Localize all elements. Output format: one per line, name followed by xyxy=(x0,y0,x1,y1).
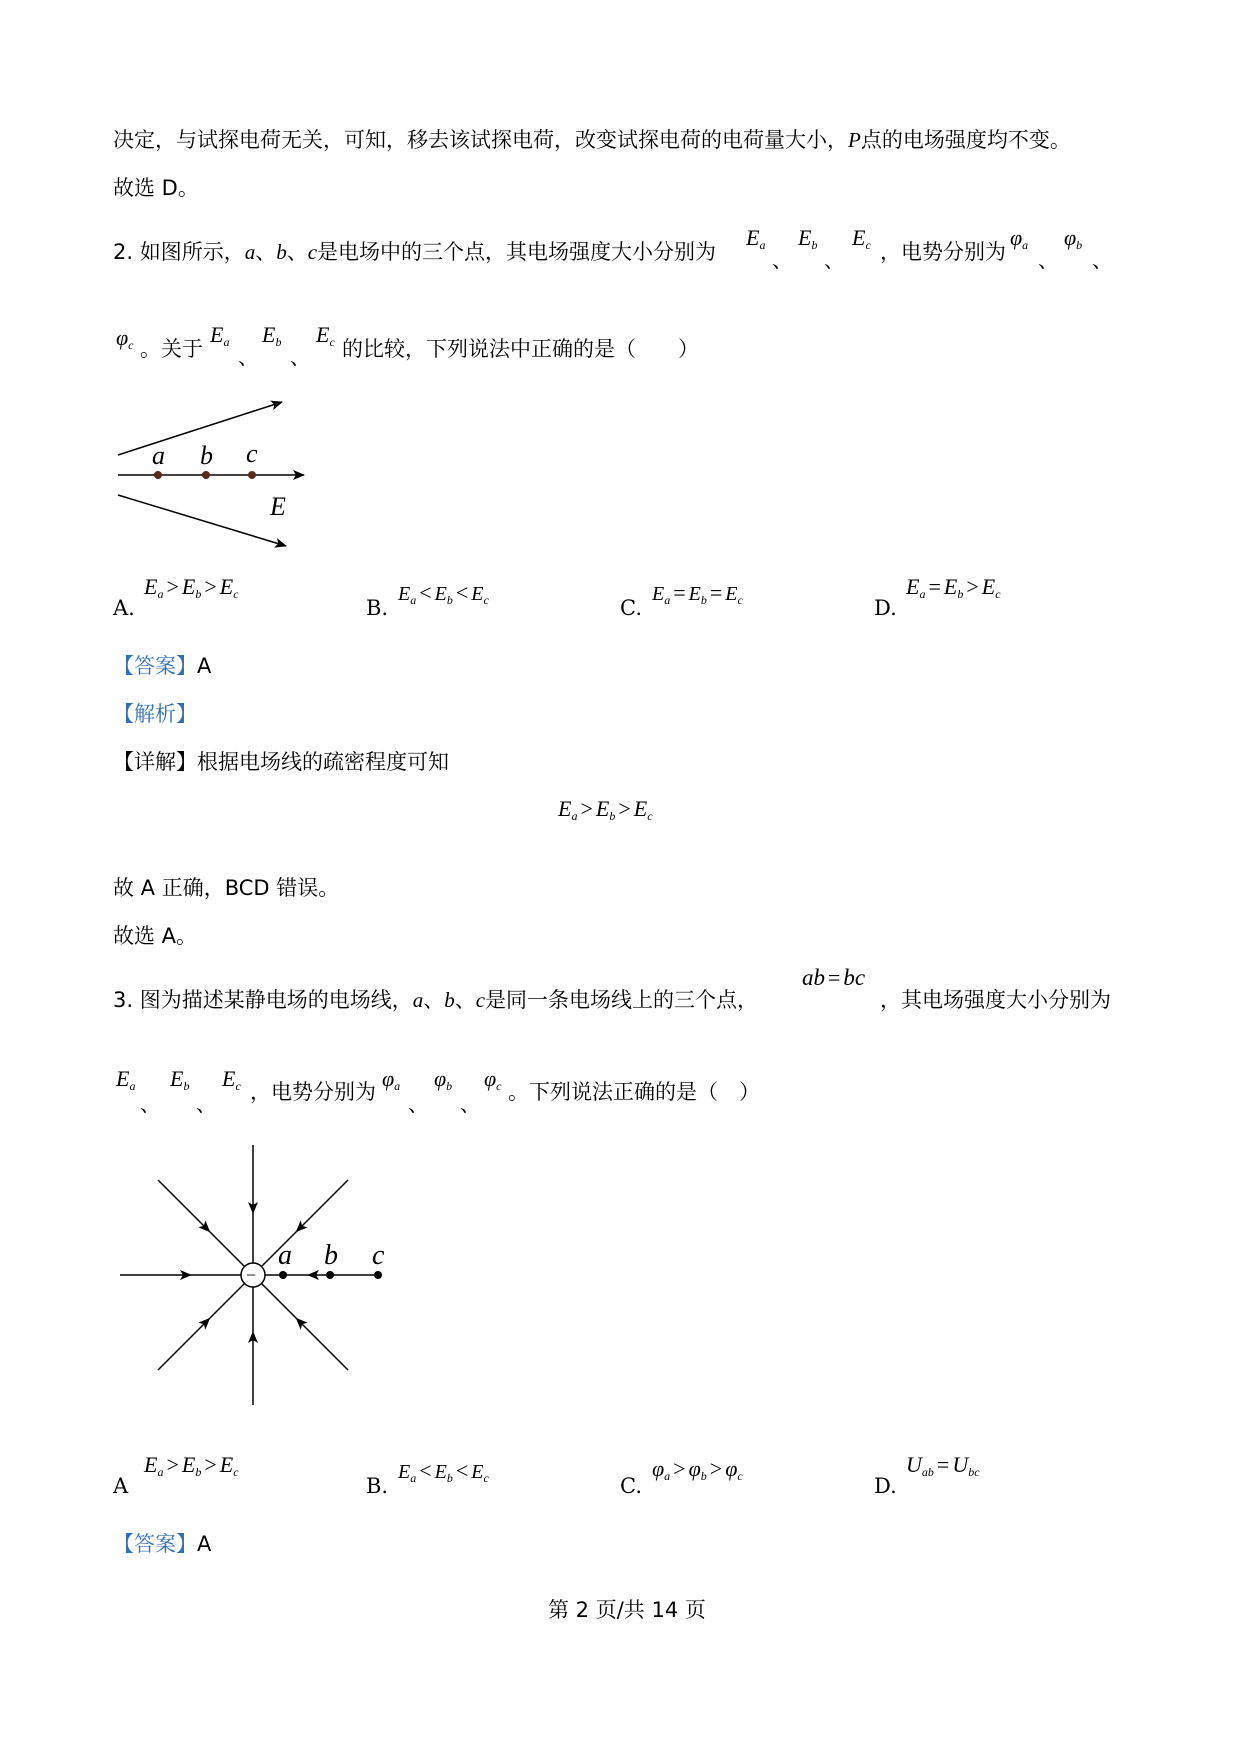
q2-Ec: $E_c$ xyxy=(852,225,871,252)
q3-phi-b: $\varphi_b$ xyxy=(434,1066,453,1093)
field-line-lower xyxy=(118,495,286,546)
q3-figure xyxy=(110,1140,410,1420)
q2-option-D-label[interactable]: D. xyxy=(874,596,897,620)
q3-stem-a: 3. 图为描述某静电场的电场线， xyxy=(113,988,413,1012)
q2-Eb-2: $E_b$ xyxy=(262,322,282,349)
sep: 、 xyxy=(1092,248,1112,272)
sep: 、 xyxy=(286,240,308,264)
label-a: a xyxy=(152,441,165,470)
q3-option-B-expr[interactable]: $E_a < E_b < E_c$ xyxy=(398,1458,489,1485)
point-p: P xyxy=(848,128,861,152)
q3-phi-a: $\varphi_a$ xyxy=(382,1066,401,1093)
q2-option-C-label[interactable]: C. xyxy=(620,596,642,620)
sep: 、 xyxy=(1038,248,1058,272)
q2-option-B-expr[interactable]: $E_a < E_b < E_c$ xyxy=(398,580,489,607)
point-b-dot xyxy=(202,471,210,479)
q2-answer xyxy=(113,656,211,677)
q2-Eb: $E_b$ xyxy=(798,225,818,252)
q3-eq-ab-bc: ab = bc xyxy=(802,965,866,990)
answer-value: A xyxy=(197,654,212,678)
point-c-dot xyxy=(374,1271,382,1279)
sep: 、 xyxy=(196,1092,216,1116)
answer-value: A xyxy=(197,1532,212,1556)
q3-stem-e: 。下列说法正确的是（ ） xyxy=(508,1080,760,1104)
q2-conclusion-1: 故 A 正确，BCD 错误。 xyxy=(113,876,340,900)
sep: 、 xyxy=(408,1092,428,1116)
sep: 、 xyxy=(460,1092,480,1116)
line-bottom-right xyxy=(261,1283,348,1370)
q2-phi-c: $\varphi_c$ xyxy=(116,325,134,352)
q2-Ea: $E_a$ xyxy=(746,225,766,252)
label-E: E xyxy=(270,492,286,521)
q2-Ea-2: $E_a$ xyxy=(210,322,230,349)
q2-Ec-2: $E_c$ xyxy=(316,322,335,349)
q2-conclusion-2: 故选 A。 xyxy=(113,924,198,948)
label-c: c xyxy=(372,1240,385,1271)
line-top-left xyxy=(158,1180,245,1267)
q3-stem-line-1: 3. 图为描述某静电场的电场线，a、b、c是同一条电场线上的三个点， xyxy=(113,988,759,1012)
q3-option-D-expr[interactable]: $U_{ab} = U_{bc}$ xyxy=(906,1452,980,1479)
q3-option-D-label[interactable]: D. xyxy=(874,1474,897,1498)
q3-phi-c: $\varphi_c$ xyxy=(484,1066,502,1093)
sep: 、 xyxy=(238,345,258,369)
label-b: b xyxy=(200,441,213,470)
point-a-dot xyxy=(154,471,162,479)
point-a-dot xyxy=(279,1271,287,1279)
sep: 、 xyxy=(290,345,310,369)
q2-analysis-tag: 【解析】 xyxy=(113,702,197,726)
page-footer: 第 2 页/共 14 页 xyxy=(548,1598,706,1622)
label-a: a xyxy=(278,1240,292,1271)
answer-tag: 【答案】 xyxy=(113,654,197,678)
q2-option-A-expr[interactable]: $E_a > E_b > E_c$ xyxy=(144,574,239,601)
q2-option-B-label[interactable]: B. xyxy=(366,596,389,620)
q2-stem-c: ，电势分别为 xyxy=(880,240,1006,264)
q2-detail-equation: $E_a > E_b > E_c$ xyxy=(558,796,653,823)
q3-Eb: $E_b$ xyxy=(170,1066,190,1093)
q2-var-b: b xyxy=(276,240,287,264)
point-c-dot xyxy=(248,471,256,479)
label-c: c xyxy=(246,439,258,468)
q3-Ec: $E_c$ xyxy=(222,1066,241,1093)
q2-var-a: a xyxy=(244,240,256,264)
q2-option-D-expr[interactable]: $E_a = E_b > E_c$ xyxy=(906,574,1001,601)
label-b: b xyxy=(324,1240,338,1271)
text-line-2: 故选 D。 xyxy=(113,176,199,200)
q2-stem-e: 的比较，下列说法中正确的是（ ） xyxy=(342,337,699,361)
q2-phi-b: $\varphi_b$ xyxy=(1064,225,1083,252)
q3-answer xyxy=(113,1534,211,1555)
line-1-text: 决定，与试探电荷无关，可知，移去该试探电荷，改变试探电荷的电荷量大小， xyxy=(113,128,848,152)
sep: 、 xyxy=(140,1092,160,1116)
q2-detail: 【详解】根据电场线的疏密程度可知 xyxy=(113,750,449,774)
q2-option-C-expr[interactable]: $E_a = E_b = E_c$ xyxy=(652,580,743,607)
charge-sign: − xyxy=(246,1265,257,1285)
q3-option-B-label[interactable]: B. xyxy=(366,1474,389,1498)
q2-var-c: c xyxy=(307,240,318,264)
q2-stem-line-1 xyxy=(113,242,716,263)
answer-tag: 【答案】 xyxy=(113,1532,197,1556)
line-1-tail: 点的电场强度均不变。 xyxy=(860,128,1071,152)
text-line-1 xyxy=(113,130,1071,151)
sep: 、 xyxy=(824,248,844,272)
q2-stem-b: 是电场中的三个点，其电场强度大小分别为 xyxy=(317,240,717,264)
q2-stem-a: 2. 如图所示， xyxy=(113,240,245,264)
point-b-dot xyxy=(326,1271,334,1279)
q2-stem-d: 。关于 xyxy=(140,337,203,361)
q3-option-C-label[interactable]: C. xyxy=(620,1474,642,1498)
q3-stem-d: ，电势分别为 xyxy=(250,1080,376,1104)
q2-option-A-label[interactable]: A. xyxy=(113,596,135,620)
q3-Ea: $E_a$ xyxy=(116,1066,136,1093)
sep: 、 xyxy=(772,248,792,272)
q3-option-C-expr[interactable]: $\varphi_a > \varphi_b > \varphi_c$ xyxy=(652,1456,743,1483)
q3-option-A-expr[interactable]: $E_a > E_b > E_c$ xyxy=(144,1452,239,1479)
line-bottom-left xyxy=(158,1283,245,1370)
q2-phi-a: $\varphi_a$ xyxy=(1010,225,1029,252)
sep: 、 xyxy=(255,240,277,264)
q3-stem-c: ，其电场强度大小分别为 xyxy=(880,988,1111,1012)
q3-stem-b: 是同一条电场线上的三个点， xyxy=(485,988,759,1012)
q3-option-A-label[interactable]: A xyxy=(113,1474,129,1498)
q2-figure xyxy=(100,390,330,560)
